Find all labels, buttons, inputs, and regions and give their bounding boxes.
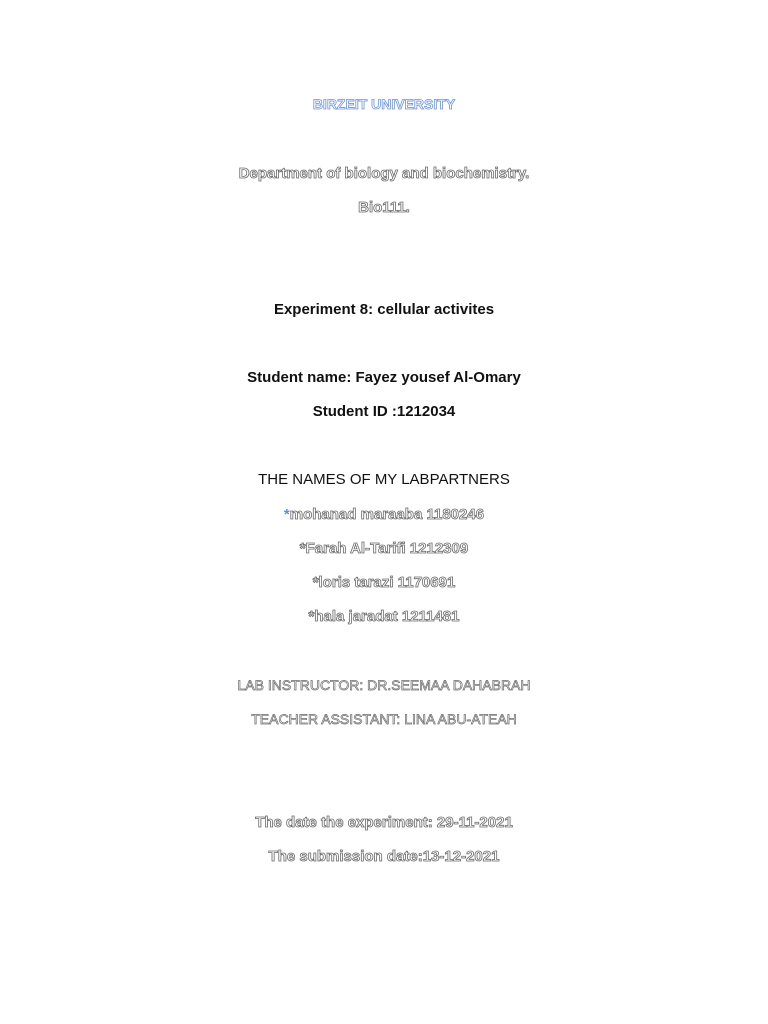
experiment-title: Experiment 8: cellular activites: [273, 301, 495, 318]
student-name: Student name: Fayez yousef Al-Omary: [247, 369, 521, 386]
partner-item: [0, 507, 768, 522]
partners-heading: THE NAMES OF MY LABPARTNERS: [258, 471, 510, 488]
bullet-star: *: [283, 506, 290, 523]
lab-instructor: LAB INSTRUCTOR: DR.SEEMAA DAHABRAH: [237, 677, 531, 693]
partner-text: loris tarazi 1170691: [318, 574, 456, 591]
teacher-assistant: TEACHER ASSISTANT: LINA ABU-ATEAH: [251, 711, 517, 727]
student-id: Student ID :1212034: [312, 403, 456, 420]
partner-item: [0, 541, 768, 556]
bullet-star: *: [299, 540, 306, 557]
partner-item: [0, 609, 768, 624]
experiment-date: The date the experiment: 29-11-2021: [255, 814, 513, 831]
partner-text: Farah Al-Tarifi 1212309: [305, 540, 469, 557]
partner-text: hala jaradat 1211481: [314, 608, 460, 625]
bullet-star: *: [308, 608, 315, 625]
partner-text: mohanad maraaba 1180246: [289, 506, 485, 523]
department-line: Department of biology and biochemistry.: [238, 165, 530, 182]
bullet-star: *: [312, 574, 319, 591]
course-line: Bio111.: [358, 199, 410, 216]
university-title: BIRZEIT UNIVERSITY: [312, 96, 456, 112]
partner-item: [0, 575, 768, 590]
submission-date: The submission date:13-12-2021: [268, 848, 500, 865]
